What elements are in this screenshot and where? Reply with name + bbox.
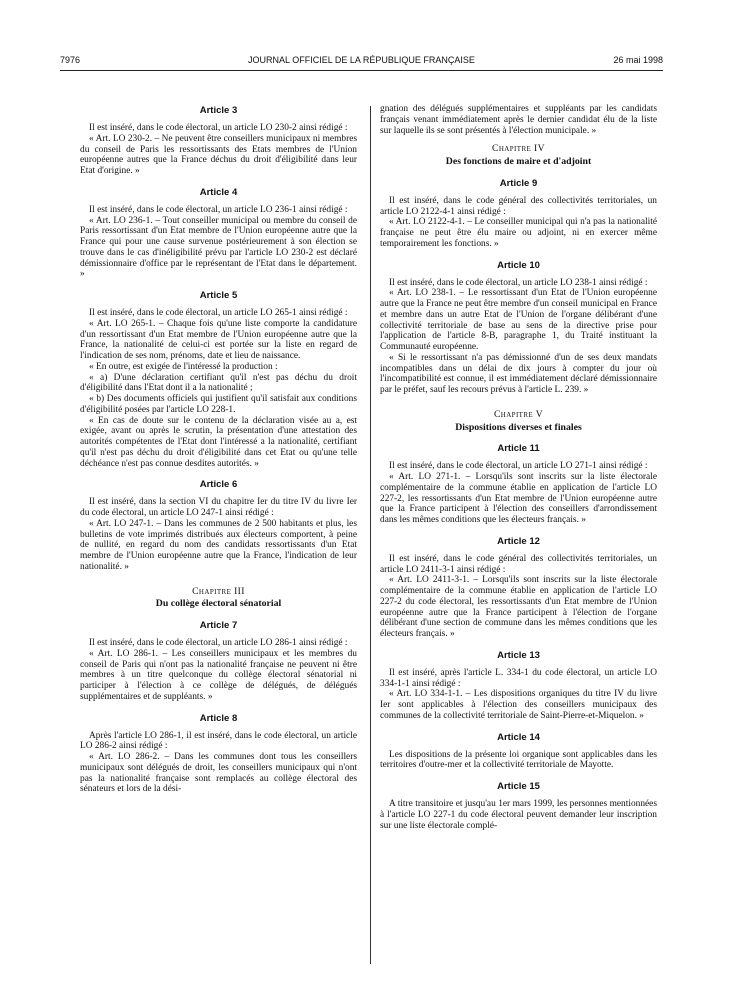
article-heading: Article 3	[199, 105, 238, 116]
article-heading: Article 7	[199, 620, 238, 631]
chapter-title: Du collège électoral sénatorial	[155, 598, 282, 610]
article-heading: Article 12	[497, 535, 540, 547]
paragraph: « b) Des documents officiels qui justifient qu'il satisfait aux conditions d'éligibilité posées par l'article LO 228-1.	[80, 394, 357, 415]
article-heading: Article 11	[497, 443, 540, 455]
paragraph: « Art. LO 247-1. – Dans les communes de 2 500 habitants et plus, les bulletins de vote imprimés distribués aux électeurs comportent, à peine de nullité, en regard du nom des candidats ressortissants d'un Etat membre de l'Union européenne autre que la France, l'indication de leur nationalité. »	[80, 518, 357, 572]
publication-date: 26 mai 1998	[613, 55, 663, 65]
paragraph: « Art. LO 271-1. – Lorsqu'ils sont inscrits sur la liste électorale complémentaire de la commune établie en application de l'article LO 227-2, les ressortissants d'un Etat membre de l'Union européenne autre que la France participent à l'élection des conseillers d'arrondissement dans les mêmes conditions que les électeurs français. »	[380, 472, 657, 525]
article-heading: Article 9	[499, 177, 538, 189]
page-header	[60, 55, 663, 71]
paragraph: « Art. LO 238-1. – Le ressortissant d'un Etat de l'Union européenne autre que la France ne peut être membre d'un conseil municipal en France et membre dans un autre Etat de l'Union de l'organe délibérant d'une collectivité territoriale de base au sens de la directive prise pour l'application de l'article 8-B, paragraphe 1, du Traité instituant la Communauté européenne.	[380, 288, 657, 352]
paragraph: « Art. LO 334-1-1. – Les dispositions organiques du titre IV du livre Ier sont applicables à l'élection des conseillers municipaux des communes de la collectivité territoriale de Saint-Pierre-et-Miquelon. »	[380, 689, 657, 721]
article-heading: Article 6	[199, 479, 238, 491]
paragraph: Il est inséré, après l'article L. 334-1 du code électoral, un article LO 334-1-1 ainsi rédigé :	[380, 667, 657, 689]
paragraph: « Art. LO 286-1. – Les conseillers municipaux et les membres du conseil de Paris qui n'ont pas la nationalité française ne peuvent ni être membres à un titre quelconque du collège électoral sénatorial ni participer à l'élection à ce collège de délégués, de délégués supplémentaires et de suppléants. »	[80, 648, 357, 702]
paragraph: A titre transitoire et jusqu'au 1er mars 1999, les personnes mentionnées à l'article LO 227-1 du code électoral peuvent demander leur inscription sur une liste électorale complé-	[380, 799, 657, 831]
article-heading: Article 10	[497, 259, 540, 271]
paragraph: Après l'article LO 286-1, il est inséré, dans le code électoral, un article LO 286-2 ainsi rédigé :	[80, 730, 357, 752]
paragraph: « Art. LO 265-1. – Chaque fois qu'une liste comporte la candidature d'un ressortissant d'un Etat membre de l'Union européenne autre que la France, la nationalité de celui-ci est portée sur la liste en regard de l'indication de ses nom, prénoms, date et lieu de naissance.	[80, 318, 357, 361]
article-heading: Article 15	[497, 781, 540, 792]
page-number: 7976	[60, 55, 81, 65]
paragraph: Il est inséré, dans la section VI du chapitre Ier du titre IV du livre Ier du code électoral, un article LO 247-1 ainsi rédigé :	[80, 497, 357, 518]
paragraph: « Art. LO 286-2. – Dans les communes dont tous les conseillers municipaux sont délégués de droit, les conseillers municipaux qui n'ont pas la nationalité française sont remplacés au collège électoral des sénateurs et lors de la dési-	[80, 752, 357, 795]
chapter-number: Chapitre III	[192, 585, 245, 597]
paragraph: gnation des délégués supplémentaires et suppléants par les candidats français venant immédiatement après le dernier candidat élu de la liste sur laquelle ils se sont présentés à l'élection municipale. »	[380, 104, 657, 136]
right-column	[380, 104, 657, 974]
paragraph: Il est inséré, dans le code général des collectivités territoriales, un article LO 2122-4-1 ainsi rédigé :	[380, 195, 657, 217]
paragraph: « Art. LO 2411-3-1. – Lorsqu'ils sont inscrits sur la liste électorale complémentaire de la commune établie en application de l'article LO 227-2 du code électoral, les ressortissants d'un Etat membre de l'Union européenne autre que la France participent à l'élection de l'organe délibérant d'une section de commune dans les mêmes conditions que les électeurs français. »	[380, 575, 657, 639]
chapter-title: Dispositions diverses et finales	[455, 421, 582, 433]
paragraph: « Si le ressortissant n'a pas démissionné d'un de ses deux mandats incompatibles dans un délai de dix jours à compter du jour où l'incompatibilité est connue, il est immédiatement déclaré démissionnaire par le préfet, sauf les recours prévus à l'article L. 239. »	[380, 352, 657, 395]
column-divider	[370, 106, 371, 964]
paragraph: Les dispositions de la présente loi organique sont applicables dans les territoires d'outre-mer et la collectivité territoriale de Mayotte.	[380, 749, 657, 771]
paragraph: Il est inséré, dans le code électoral, un article LO 230-2 ainsi rédigé :	[89, 123, 348, 133]
paragraph: Il est inséré, dans le code électoral, un article LO 265-1 ainsi rédigé :	[89, 308, 348, 318]
left-column	[80, 95, 357, 965]
paragraph: Il est inséré, dans le code général des collectivités territoriales, un article LO 2411-3-1 ainsi rédigé :	[380, 553, 657, 575]
paragraph: « Art. LO 2122-4-1. – Le conseiller municipal qui n'a pas la nationalité française ne peut être élu maire ou adjoint, ni en exercer même temporairement les fonctions. »	[380, 217, 657, 249]
chapter-number: Chapitre V	[493, 408, 544, 420]
paragraph: Il est inséré, dans le code électoral, un article LO 238-1 ainsi rédigé :	[389, 277, 648, 288]
paragraph: « En cas de doute sur le contenu de la déclaration visée au a, est exigée, avant ou après le scrutin, la présentation d'une attestation des autorités compétentes de l'Etat dont l'intéressé a la nationalité, certifiant qu'il n'est pas déchu du droit d'éligibilité dans cet Etat ou qu'une telle déchéance n'est pas connue desdites autorités. »	[80, 415, 357, 469]
article-heading: Article 14	[497, 731, 540, 743]
journal-title: JOURNAL OFFICIEL DE LA RÉPUBLIQUE FRANÇAISE	[248, 55, 475, 65]
paragraph: Il est inséré, dans le code électoral, un article LO 236-1 ainsi rédigé :	[89, 204, 348, 215]
header-rule	[60, 70, 663, 71]
article-heading: Article 13	[497, 649, 540, 661]
paragraph: Il est inséré, dans le code électoral, un article LO 286-1 ainsi rédigé :	[89, 638, 348, 648]
article-heading: Article 4	[199, 186, 238, 198]
article-heading: Article 5	[199, 290, 238, 301]
paragraph: Il est inséré, dans le code électoral, un article LO 271-1 ainsi rédigé :	[389, 461, 648, 472]
paragraph: « Art. LO 236-1. – Tout conseiller municipal ou membre du conseil de Paris ressortissant d'un Etat membre de l'Union européenne autre que la France qui pour une cause survenue postérieurement à son élection se trouve dans le cas d'inéligibilité prévu par l'article LO 230-2 est déclaré démissionnaire d'office par le représentant de l'Etat dans le département. »	[80, 215, 357, 280]
article-heading: Article 8	[199, 712, 238, 724]
chapter-title: Des fonctions de maire et d'adjoint	[445, 156, 592, 167]
paragraph: « a) D'une déclaration certifiant qu'il n'est pas déchu du droit d'éligibilité dans l'Etat dont il a la nationalité ;	[80, 372, 357, 394]
paragraph: « En outre, est exigée de l'intéressé la production :	[89, 361, 278, 372]
paragraph: « Art. LO 230-2. – Ne peuvent être conseillers municipaux ni membres du conseil de Paris les ressortissants des Etats membres de l'Union européenne autres que la France déchus du droit d'éligibilité dans leur Etat d'origine. »	[80, 133, 357, 176]
chapter-number: Chapitre IV	[492, 143, 545, 155]
